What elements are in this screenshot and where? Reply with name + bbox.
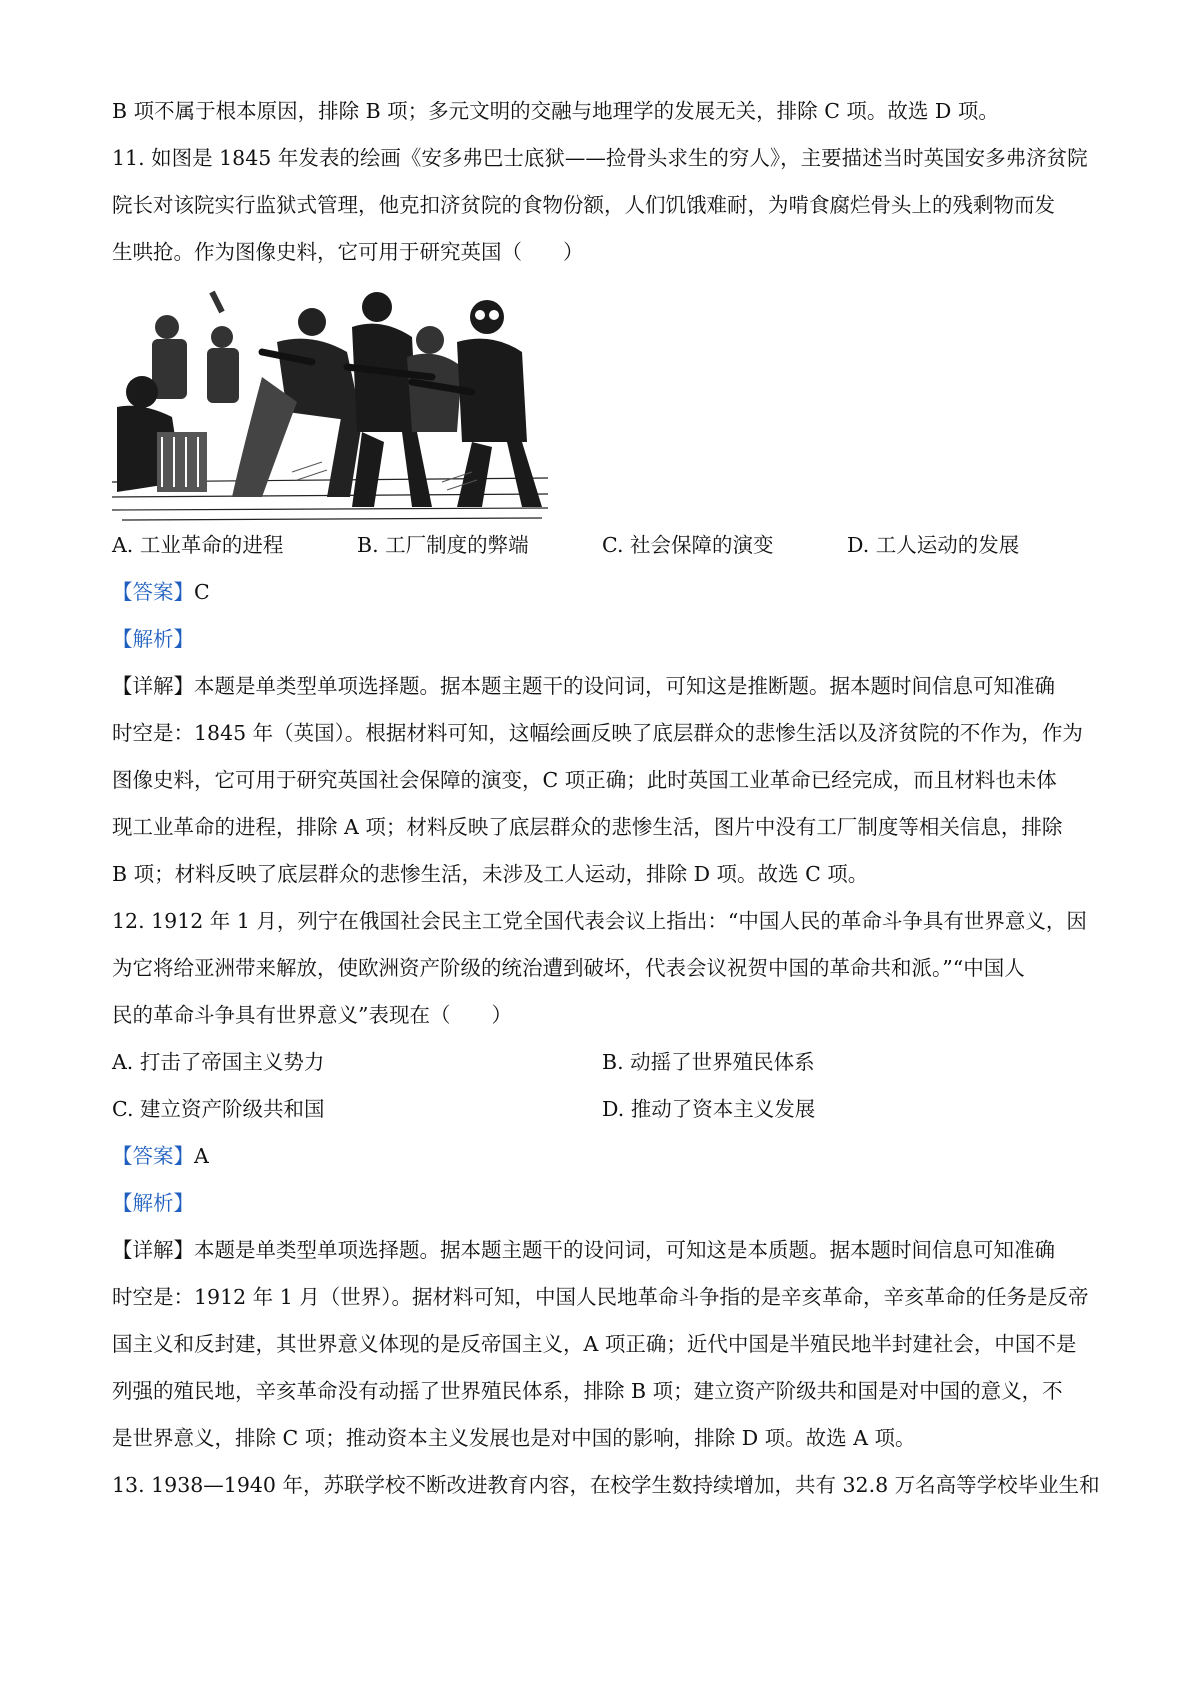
answer-tag: 【答案】 bbox=[112, 1144, 194, 1168]
question-11-detail-line-4: 现工业革命的进程，排除 A 项；材料反映了底层群众的悲惨生活，图片中没有工厂制度等相关信息，排除 bbox=[112, 815, 1063, 839]
question-11-answer bbox=[112, 569, 1102, 616]
option-c: C. 社会保障的演变 bbox=[602, 533, 774, 557]
option-d: D. 工人运动的发展 bbox=[847, 533, 1020, 557]
question-12-analysis bbox=[112, 1180, 1102, 1227]
question-11-detail-line-1 bbox=[112, 663, 1102, 710]
question-11-line-2: 院长对该院实行监狱式管理，他克扣济贫院的食物份额，人们饥饿难耐，为啃食腐烂骨头上的残剩物而发 bbox=[112, 193, 1055, 217]
document-page bbox=[112, 88, 1102, 1509]
question-12-detail-line-3: 国主义和反封建，其世界意义体现的是反帝国主义，A 项正确；近代中国是半殖民地半封建社会，中国不是 bbox=[112, 1332, 1077, 1356]
detail-tag: 【详解】 bbox=[112, 674, 194, 698]
question-12-detail-line-1 bbox=[112, 1227, 1102, 1274]
question-11-detail-line-2: 时空是：1845 年（英国）。根据材料可知，这幅绘画反映了底层群众的悲惨生活以及济贫院的不作为，作为 bbox=[112, 721, 1083, 745]
analysis-tag: 【解析】 bbox=[112, 1191, 194, 1215]
question-12-detail-line-5: 是世界意义，排除 C 项；推动资本主义发展也是对中国的影响，排除 D 项。故选 A 项。 bbox=[112, 1426, 916, 1450]
question-11-detail-line-3: 图像史料，它可用于研究英国社会保障的演变，C 项正确；此时英国工业革命已经完成，而且材料也未体 bbox=[112, 768, 1057, 792]
question-12-options-row-1 bbox=[112, 1039, 1102, 1086]
option-a: A. 打击了帝国主义势力 bbox=[112, 1050, 325, 1074]
historical-drawing-image bbox=[112, 282, 548, 522]
question-12-detail-line-2: 时空是：1912 年 1 月（世界）。据材料可知，中国人民地革命斗争指的是辛亥革命，辛亥革命的任务是反帝 bbox=[112, 1285, 1089, 1309]
question-12-answer bbox=[112, 1133, 1102, 1180]
question-11-line-3: 生哄抢。作为图像史料，它可用于研究英国（ ） bbox=[112, 240, 584, 264]
question-11-line-1: 11. 如图是 1845 年发表的绘画《安多弗巴士底狱——捡骨头求生的穷人》，主要描述当时英国安多弗济贫院 bbox=[112, 146, 1088, 170]
question-12 bbox=[112, 898, 1102, 1462]
question-12-line-2: 为它将给亚洲带来解放，使欧洲资产阶级的统治遭到破坏，代表会议祝贺中国的革命共和派。”“中国人 bbox=[112, 956, 1025, 980]
question-12-detail-line-4: 列强的殖民地，辛亥革命没有动摇了世界殖民体系，排除 B 项；建立资产阶级共和国是对中国的意义，不 bbox=[112, 1379, 1063, 1403]
option-b: B. 动摇了世界殖民体系 bbox=[602, 1050, 815, 1074]
option-d: D. 推动了资本主义发展 bbox=[602, 1097, 816, 1121]
question-11-analysis bbox=[112, 616, 1102, 663]
question-12-options-row-2 bbox=[112, 1086, 1102, 1133]
option-b: B. 工厂制度的弊端 bbox=[357, 533, 529, 557]
detail-tag: 【详解】 bbox=[112, 1238, 194, 1262]
detail-text: 本题是单类型单项选择题。据本题主题干的设问词，可知这是本质题。据本题时间信息可知准确 bbox=[194, 1238, 1055, 1262]
answer-value: C bbox=[194, 580, 210, 604]
intro-line: B 项不属于根本原因，排除 B 项；多元文明的交融与地理学的发展无关，排除 C 项。故选 D 项。 bbox=[112, 99, 999, 123]
detail-text: 本题是单类型单项选择题。据本题主题干的设问词，可知这是推断题。据本题时间信息可知准确 bbox=[194, 674, 1055, 698]
option-c: C. 建立资产阶级共和国 bbox=[112, 1097, 325, 1121]
question-12-line-3: 民的革命斗争具有世界意义”表现在（ ） bbox=[112, 1003, 512, 1027]
option-a: A. 工业革命的进程 bbox=[112, 533, 284, 557]
analysis-tag: 【解析】 bbox=[112, 627, 194, 651]
question-11 bbox=[112, 135, 1102, 898]
question-11-detail-line-5: B 项；材料反映了底层群众的悲惨生活，未涉及工人运动，排除 D 项。故选 C 项。 bbox=[112, 862, 869, 886]
question-13-line-1: 13. 1938—1940 年，苏联学校不断改进教育内容，在校学生数持续增加，共有 32.8 万名高等学校毕业生和 bbox=[112, 1473, 1100, 1497]
question-13 bbox=[112, 1462, 1102, 1509]
question-12-line-1: 12. 1912 年 1 月，列宁在俄国社会民主工党全国代表会议上指出：“中国人民的革命斗争具有世界意义，因 bbox=[112, 909, 1087, 933]
answer-tag: 【答案】 bbox=[112, 580, 194, 604]
question-11-options bbox=[112, 522, 1102, 569]
answer-value: A bbox=[194, 1144, 209, 1168]
